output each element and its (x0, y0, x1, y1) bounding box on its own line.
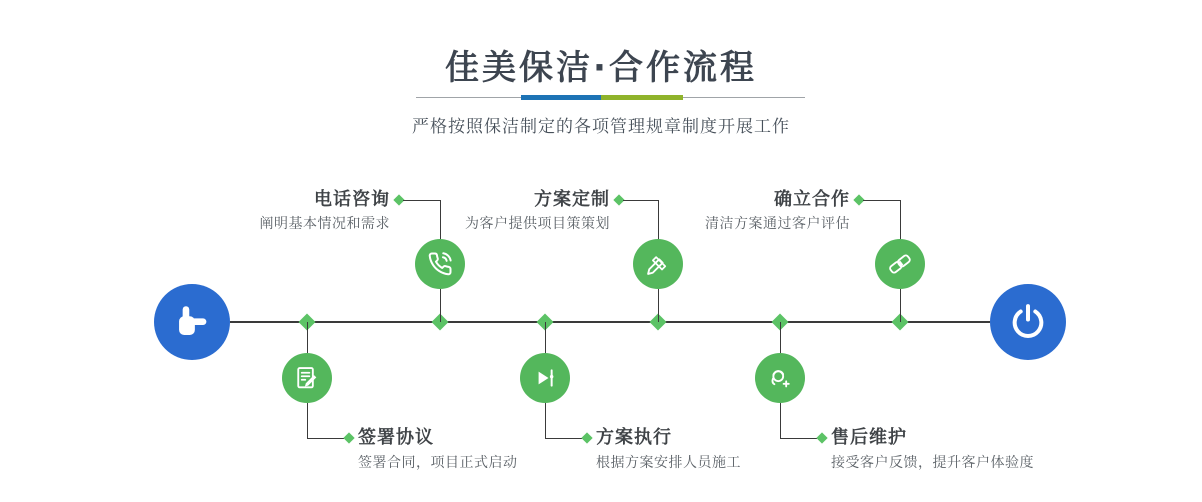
label-diamond (581, 432, 592, 443)
step-node-plan-execute (520, 353, 570, 403)
pointing-hand-icon (169, 299, 215, 345)
headset-plus-icon (766, 364, 794, 392)
connector-line (900, 200, 901, 240)
step-desc-aftersales: 接受客户反馈，提升客户体验度 (831, 455, 1034, 471)
step-node-phone-consult (415, 239, 465, 289)
connector-line (780, 322, 781, 353)
crossed-pencils-icon (644, 250, 672, 278)
step-desc-plan-execute: 根据方案安排人员施工 (596, 455, 741, 471)
end-node (990, 284, 1066, 360)
document-pen-icon (293, 364, 321, 392)
connector-line (545, 403, 546, 439)
start-node (154, 284, 230, 360)
connector-line (307, 403, 308, 439)
step-node-plan-customize (633, 239, 683, 289)
connector-line (545, 322, 546, 353)
step-node-establish-cooperation (875, 239, 925, 289)
phone-call-icon (426, 250, 454, 278)
power-icon (1008, 302, 1048, 342)
step-title-sign-agreement: 签署协议 (358, 427, 434, 448)
connector-line (307, 438, 344, 439)
connector-line (780, 438, 817, 439)
timeline-line (230, 321, 990, 323)
connector-line (658, 289, 659, 322)
connector-line (440, 289, 441, 322)
step-title-plan-execute: 方案执行 (596, 427, 672, 448)
connector-line (545, 438, 582, 439)
step-node-sign-agreement (282, 353, 332, 403)
page-title: 佳美保洁·合作流程 (445, 48, 757, 88)
step-desc-phone-consult: 阐明基本情况和需求 (259, 216, 390, 232)
divider-blue-segment (521, 95, 601, 100)
step-desc-establish-cooperation: 清洁方案通过客户评估 (705, 216, 850, 232)
step-node-aftersales (755, 353, 805, 403)
play-execute-icon (531, 364, 559, 392)
connector-line (863, 200, 901, 201)
page-subtitle: 严格按照保洁制定的各项管理规章制度开展工作 (412, 117, 790, 137)
step-title-plan-customize: 方案定制 (534, 189, 610, 210)
step-desc-plan-customize: 为客户提供项目策策划 (465, 216, 610, 232)
step-title-aftersales: 售后维护 (831, 427, 907, 448)
connector-line (307, 322, 308, 353)
label-diamond (816, 432, 827, 443)
handshake-icon (885, 249, 915, 279)
label-diamond (343, 432, 354, 443)
step-desc-sign-agreement: 签署合同，项目正式启动 (358, 455, 518, 471)
connector-line (780, 403, 781, 439)
step-title-phone-consult: 电话咨询 (314, 189, 390, 210)
divider-green-segment (601, 95, 683, 100)
step-title-establish-cooperation: 确立合作 (774, 189, 850, 210)
connector-line (900, 289, 901, 322)
